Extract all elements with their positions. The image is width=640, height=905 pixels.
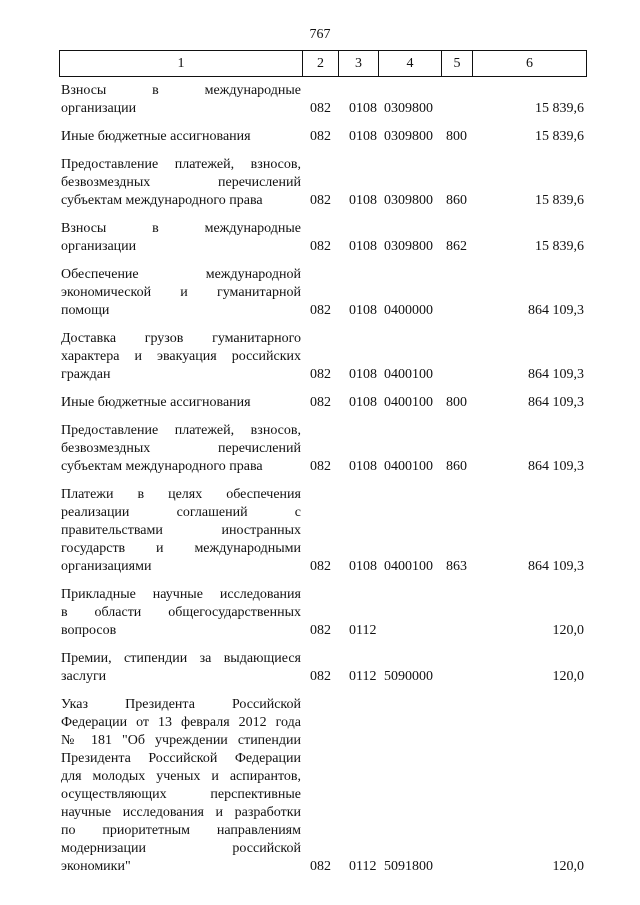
description-line: субъектам международного права bbox=[61, 459, 263, 474]
description-line: Доставка грузов гуманитарного bbox=[61, 331, 301, 346]
description-line: Платежи в целях обеспечения bbox=[61, 487, 301, 502]
description-line: Указ Президента Российской bbox=[61, 697, 301, 712]
expense-type-code: 860 bbox=[446, 193, 467, 208]
expense-type-code: 800 bbox=[446, 129, 467, 144]
ministry-code: 082 bbox=[310, 303, 331, 318]
amount-value: 864 109,3 bbox=[528, 367, 584, 382]
description-line: Федерации от 13 февраля 2012 года bbox=[61, 715, 301, 730]
amount-value: 15 839,6 bbox=[535, 101, 584, 116]
expense-type-code: 860 bbox=[446, 459, 467, 474]
budget-row bbox=[0, 156, 640, 210]
expense-type-code: 863 bbox=[446, 559, 467, 574]
budget-row bbox=[0, 330, 640, 384]
budget-row bbox=[0, 586, 640, 640]
ministry-code: 082 bbox=[310, 859, 331, 874]
header-col-6: 6 bbox=[473, 51, 587, 77]
description-line: осуществляющих перспективные bbox=[61, 787, 301, 802]
section-code: 0112 bbox=[349, 669, 377, 684]
target-code: 0309800 bbox=[384, 239, 433, 254]
description-line: организациями bbox=[61, 559, 152, 574]
target-code: 0309800 bbox=[384, 129, 433, 144]
row-description bbox=[61, 486, 301, 576]
description-line: безвозмездных перечислений bbox=[61, 441, 301, 456]
amount-value: 15 839,6 bbox=[535, 193, 584, 208]
ministry-code: 082 bbox=[310, 101, 331, 116]
description-line: Премии, стипендии за выдающиеся bbox=[61, 651, 301, 666]
budget-row bbox=[0, 696, 640, 876]
description-line: характера и эвакуация российских bbox=[61, 349, 301, 364]
description-line: Взносы в международные bbox=[61, 83, 301, 98]
budget-row bbox=[0, 128, 640, 146]
row-description bbox=[61, 330, 301, 384]
target-code: 0400100 bbox=[384, 559, 433, 574]
section-code: 0108 bbox=[349, 395, 377, 410]
description-line: Иные бюджетные ассигнования bbox=[61, 395, 251, 410]
ministry-code: 082 bbox=[310, 395, 331, 410]
section-code: 0108 bbox=[349, 367, 377, 382]
row-description bbox=[61, 266, 301, 320]
target-code: 0400000 bbox=[384, 303, 433, 318]
row-description bbox=[61, 586, 301, 640]
row-description bbox=[61, 128, 301, 146]
section-code: 0108 bbox=[349, 303, 377, 318]
description-line: субъектам международного права bbox=[61, 193, 263, 208]
amount-value: 15 839,6 bbox=[535, 129, 584, 144]
description-line: безвозмездных перечислений bbox=[61, 175, 301, 190]
header-col-3: 3 bbox=[339, 51, 379, 77]
ministry-code: 082 bbox=[310, 367, 331, 382]
amount-value: 864 109,3 bbox=[528, 559, 584, 574]
target-code: 0400100 bbox=[384, 367, 433, 382]
budget-row bbox=[0, 650, 640, 686]
ministry-code: 082 bbox=[310, 129, 331, 144]
budget-row bbox=[0, 394, 640, 412]
header-col-2: 2 bbox=[303, 51, 339, 77]
ministry-code: 082 bbox=[310, 193, 331, 208]
ministry-code: 082 bbox=[310, 669, 331, 684]
description-line: по приоритетным направлениям bbox=[61, 823, 301, 838]
description-line: реализации соглашений с bbox=[61, 505, 301, 520]
row-description bbox=[61, 394, 301, 412]
amount-value: 120,0 bbox=[552, 669, 584, 684]
amount-value: 15 839,6 bbox=[535, 239, 584, 254]
budget-row bbox=[0, 220, 640, 256]
description-line: экономики" bbox=[61, 859, 131, 874]
budget-rows bbox=[0, 82, 640, 886]
description-line: вопросов bbox=[61, 623, 117, 638]
amount-value: 864 109,3 bbox=[528, 459, 584, 474]
expense-type-code: 800 bbox=[446, 395, 467, 410]
description-line: Обеспечение международной bbox=[61, 267, 301, 282]
column-header-row bbox=[59, 50, 587, 77]
amount-value: 864 109,3 bbox=[528, 395, 584, 410]
header-col-4: 4 bbox=[379, 51, 442, 77]
header-col-5: 5 bbox=[442, 51, 473, 77]
budget-row bbox=[0, 422, 640, 476]
ministry-code: 082 bbox=[310, 239, 331, 254]
section-code: 0108 bbox=[349, 239, 377, 254]
row-description bbox=[61, 696, 301, 876]
row-description bbox=[61, 156, 301, 210]
section-code: 0112 bbox=[349, 859, 377, 874]
description-line: экономической и гуманитарной bbox=[61, 285, 301, 300]
amount-value: 120,0 bbox=[552, 623, 584, 638]
target-code: 0400100 bbox=[384, 395, 433, 410]
budget-row bbox=[0, 82, 640, 118]
ministry-code: 082 bbox=[310, 459, 331, 474]
description-line: помощи bbox=[61, 303, 110, 318]
description-line: Президента Российской Федерации bbox=[61, 751, 301, 766]
description-line: модернизации российской bbox=[61, 841, 301, 856]
ministry-code: 082 bbox=[310, 623, 331, 638]
section-code: 0108 bbox=[349, 559, 377, 574]
description-line: Предоставление платежей, взносов, bbox=[61, 157, 301, 172]
row-description bbox=[61, 422, 301, 476]
description-line: заслуги bbox=[61, 669, 107, 684]
budget-row bbox=[0, 486, 640, 576]
amount-value: 120,0 bbox=[552, 859, 584, 874]
description-line: организации bbox=[61, 239, 137, 254]
description-line: правительствами иностранных bbox=[61, 523, 301, 538]
amount-value: 864 109,3 bbox=[528, 303, 584, 318]
row-description bbox=[61, 220, 301, 256]
target-code: 5090000 bbox=[384, 669, 433, 684]
target-code: 0309800 bbox=[384, 101, 433, 116]
section-code: 0108 bbox=[349, 101, 377, 116]
target-code: 0309800 bbox=[384, 193, 433, 208]
description-line: для молодых ученых и аспирантов, bbox=[61, 769, 301, 784]
description-line: в области общегосударственных bbox=[61, 605, 301, 620]
description-line: Прикладные научные исследования bbox=[61, 587, 301, 602]
description-line: Предоставление платежей, взносов, bbox=[61, 423, 301, 438]
section-code: 0112 bbox=[349, 623, 377, 638]
target-code: 5091800 bbox=[384, 859, 433, 874]
description-line: № 181 "Об учреждении стипендии bbox=[61, 733, 301, 748]
header-col-1: 1 bbox=[60, 51, 303, 77]
description-line: Иные бюджетные ассигнования bbox=[61, 129, 251, 144]
description-line: государств и международными bbox=[61, 541, 301, 556]
description-line: научные исследования и разработки bbox=[61, 805, 301, 820]
budget-row bbox=[0, 266, 640, 320]
section-code: 0108 bbox=[349, 193, 377, 208]
section-code: 0108 bbox=[349, 129, 377, 144]
page-number: 767 bbox=[309, 27, 331, 42]
description-line: Взносы в международные bbox=[61, 221, 301, 236]
description-line: организации bbox=[61, 101, 137, 116]
target-code: 0400100 bbox=[384, 459, 433, 474]
section-code: 0108 bbox=[349, 459, 377, 474]
description-line: граждан bbox=[61, 367, 111, 382]
expense-type-code: 862 bbox=[446, 239, 467, 254]
row-description bbox=[61, 650, 301, 686]
row-description bbox=[61, 82, 301, 118]
ministry-code: 082 bbox=[310, 559, 331, 574]
